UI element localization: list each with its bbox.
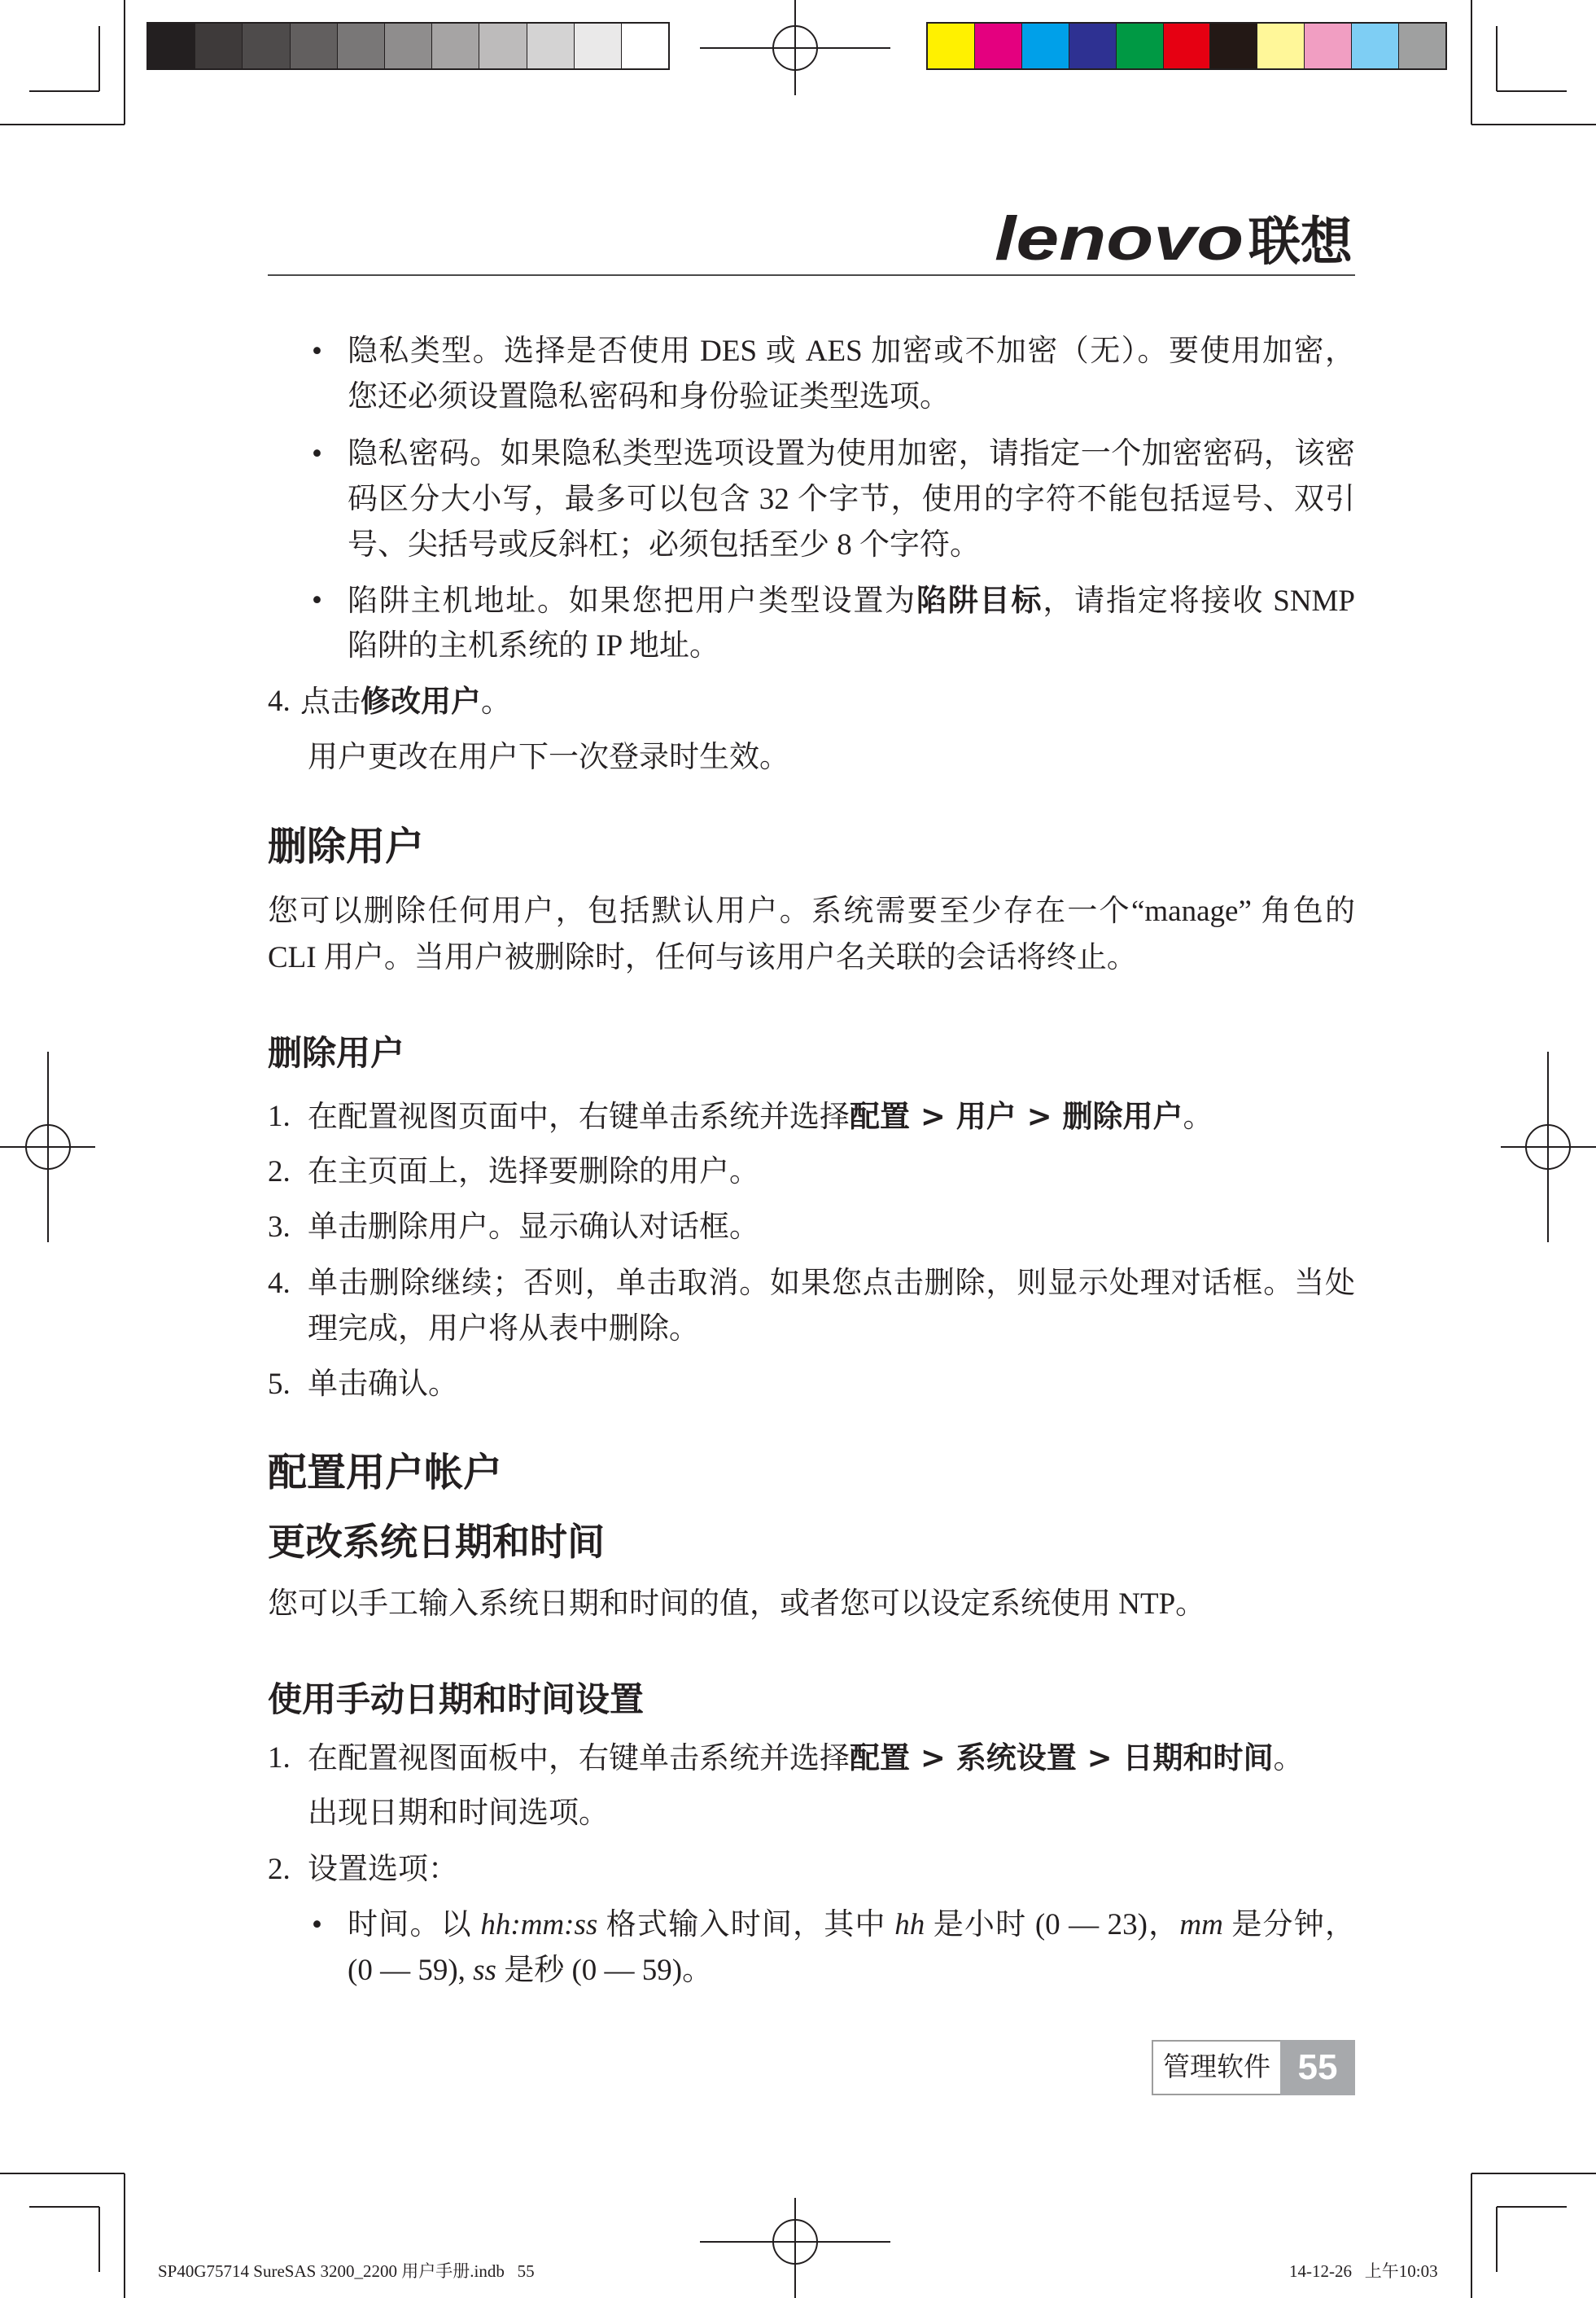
menu-path: 配置 > 系统设置 > 日期和时间	[850, 1740, 1274, 1775]
privacy-type-line-2: 您还必须设置隐私密码和身份验证类型选项。	[348, 380, 950, 414]
privacy-password-line-3: 号、尖括号或反斜杠；必须包括至少 8 个字符。	[348, 528, 980, 562]
registration-mark-left	[0, 1052, 95, 1242]
section-heading-configure-accounts: 配置用户帐户	[268, 1450, 503, 1495]
step-text: 。	[481, 685, 511, 719]
seconds-variable: ss	[473, 1954, 496, 1987]
grayscale-swatch	[243, 24, 290, 68]
crop-marks-top-left	[0, 0, 125, 125]
crop-marks-bottom-right	[1471, 2173, 1596, 2298]
delete-step-4-line-2: 理完成，用户将从表中删除。	[308, 1312, 699, 1346]
color-swatch	[1305, 24, 1352, 68]
time-option-text: 是分钟，	[1222, 1908, 1356, 1941]
step-number: 2.	[268, 1853, 291, 1886]
privacy-type-line-1: 隐私类型。选择是否使用 DES 或 AES 加密或不加密（无）。要使用加密，	[348, 335, 1355, 368]
step-text: 在配置视图页面中，右键单击系统并选择	[308, 1101, 850, 1134]
color-swatch	[975, 24, 1022, 68]
print-slug-timestamp: 14-12-26 上午10:03	[1289, 2261, 1438, 2281]
modify-user-note: 用户更改在用户下一次登录时生效。	[308, 741, 789, 774]
date-time-step-2: 设置选项：	[308, 1853, 458, 1886]
subsection-heading-date-time: 更改系统日期和时间	[268, 1520, 605, 1564]
color-swatch	[1164, 24, 1211, 68]
page-footer-tab	[1152, 2040, 1355, 2095]
menu-path: 配置 > 用户 > 删除用户	[850, 1099, 1183, 1134]
color-swatch	[1399, 24, 1445, 68]
delete-users-intro-line-2: CLI 用户。当用户被删除时，任何与该用户名关联的会话将终止。	[268, 941, 1137, 974]
trap-host-text: ，请指定将接收 SNMP	[1043, 584, 1356, 618]
hours-variable: hh	[894, 1908, 925, 1941]
page-number: 55	[1280, 2040, 1355, 2095]
date-time-intro: 您可以手工输入系统日期和时间的值，或者您可以设定系统使用 NTP。	[268, 1587, 1206, 1621]
logo-chinese: 联想	[1248, 212, 1353, 273]
grayscale-swatch	[479, 24, 527, 68]
time-option-text: 时间。以	[348, 1908, 481, 1941]
step-number: 2.	[268, 1155, 291, 1188]
lenovo-logo	[995, 205, 1355, 274]
step-number: 1.	[268, 1100, 291, 1133]
modify-user-step	[300, 679, 1355, 725]
grayscale-swatch	[622, 24, 668, 68]
color-swatch	[1117, 24, 1164, 68]
color-swatch	[1210, 24, 1257, 68]
step-text: 点击	[300, 685, 361, 719]
step-number: 1.	[268, 1741, 291, 1775]
step-text: 。	[1273, 1742, 1304, 1775]
grayscale-swatch	[338, 24, 385, 68]
color-swatch	[928, 24, 975, 68]
time-option-text: (0 — 59),	[348, 1954, 474, 1987]
color-swatch	[1069, 24, 1117, 68]
time-option-line-1	[348, 1902, 1355, 1948]
date-time-step-1-result: 出现日期和时间选项。	[308, 1797, 609, 1830]
delete-users-intro-line-1: 您可以删除任何用户，包括默认用户。系统需要至少存在一个“manage” 角色的	[268, 895, 1355, 928]
trap-host-line-1	[348, 578, 1355, 624]
procedure-heading-manual-date-time: 使用手动日期和时间设置	[268, 1679, 645, 1719]
grayscale-swatch	[575, 24, 622, 68]
grayscale-swatch	[291, 24, 338, 68]
header-rule	[268, 274, 1355, 276]
time-format: hh:mm:ss	[480, 1908, 598, 1941]
delete-step-3: 单击删除用户。显示确认对话框。	[308, 1210, 759, 1244]
trap-host-line-2: 陷阱的主机系统的 IP 地址。	[348, 629, 720, 663]
date-time-step-1	[308, 1736, 1355, 1782]
print-slug-file-info: SP40G75714 SureSAS 3200_2200 用户手册.indb 55	[158, 2261, 535, 2281]
trap-target-term: 陷阱目标	[916, 583, 1043, 618]
step-text: 在配置视图面板中，右键单击系统并选择	[308, 1742, 850, 1775]
delete-step-5: 单击确认。	[308, 1368, 458, 1401]
bullet: •	[312, 335, 322, 368]
minutes-variable: mm	[1179, 1908, 1223, 1941]
logo-wordmark: lenovo	[995, 204, 1244, 274]
time-option-text: 是秒 (0 — 59)。	[496, 1954, 713, 1987]
time-option-text: 格式输入时间，其中	[597, 1908, 895, 1941]
trap-host-text: 陷阱主机地址。如果您把用户类型设置为	[348, 584, 916, 618]
step-number: 5.	[268, 1368, 291, 1401]
step-text: 。	[1183, 1101, 1213, 1134]
privacy-password-line-2: 码区分大小写，最多可以包含 32 个字节，使用的字符不能包括逗号、双引	[348, 483, 1355, 516]
color-swatch	[1257, 24, 1305, 68]
color-control-bar	[926, 22, 1447, 70]
delete-step-2: 在主页面上，选择要删除的用户。	[308, 1155, 759, 1188]
bullet: •	[312, 1908, 322, 1941]
crop-marks-top-right	[1471, 0, 1596, 125]
color-swatch	[1352, 24, 1399, 68]
grayscale-swatch	[148, 24, 195, 68]
step-number: 4.	[268, 1267, 291, 1300]
step-number: 4.	[268, 685, 291, 718]
registration-mark-bottom	[700, 2198, 890, 2298]
section-heading-delete-users: 删除用户	[268, 824, 425, 869]
step-number: 3.	[268, 1210, 291, 1244]
delete-step-4-line-1: 单击删除继续；否则，单击取消。如果您点击删除，则显示处理对话框。当处	[308, 1267, 1355, 1300]
footer-section-label: 管理软件	[1152, 2040, 1280, 2095]
time-option-line-2	[348, 1948, 1355, 1994]
bullet: •	[312, 437, 322, 471]
grayscale-swatch	[385, 24, 432, 68]
grayscale-swatch	[527, 24, 575, 68]
grayscale-control-bar	[146, 22, 670, 70]
procedure-heading-delete-users: 删除用户	[268, 1033, 405, 1073]
registration-mark-right	[1501, 1052, 1596, 1242]
privacy-password-line-1: 隐私密码。如果隐私类型选项设置为使用加密，请指定一个加密密码，该密	[348, 437, 1355, 471]
grayscale-swatch	[432, 24, 479, 68]
delete-step-1	[308, 1094, 1355, 1140]
grayscale-swatch	[195, 24, 243, 68]
modify-user-command: 修改用户	[361, 684, 481, 719]
registration-mark-top	[700, 0, 890, 95]
color-swatch	[1022, 24, 1069, 68]
time-option-text: 是小时 (0 — 23)，	[925, 1908, 1180, 1941]
bullet: •	[312, 584, 322, 617]
crop-marks-bottom-left	[0, 2173, 125, 2298]
